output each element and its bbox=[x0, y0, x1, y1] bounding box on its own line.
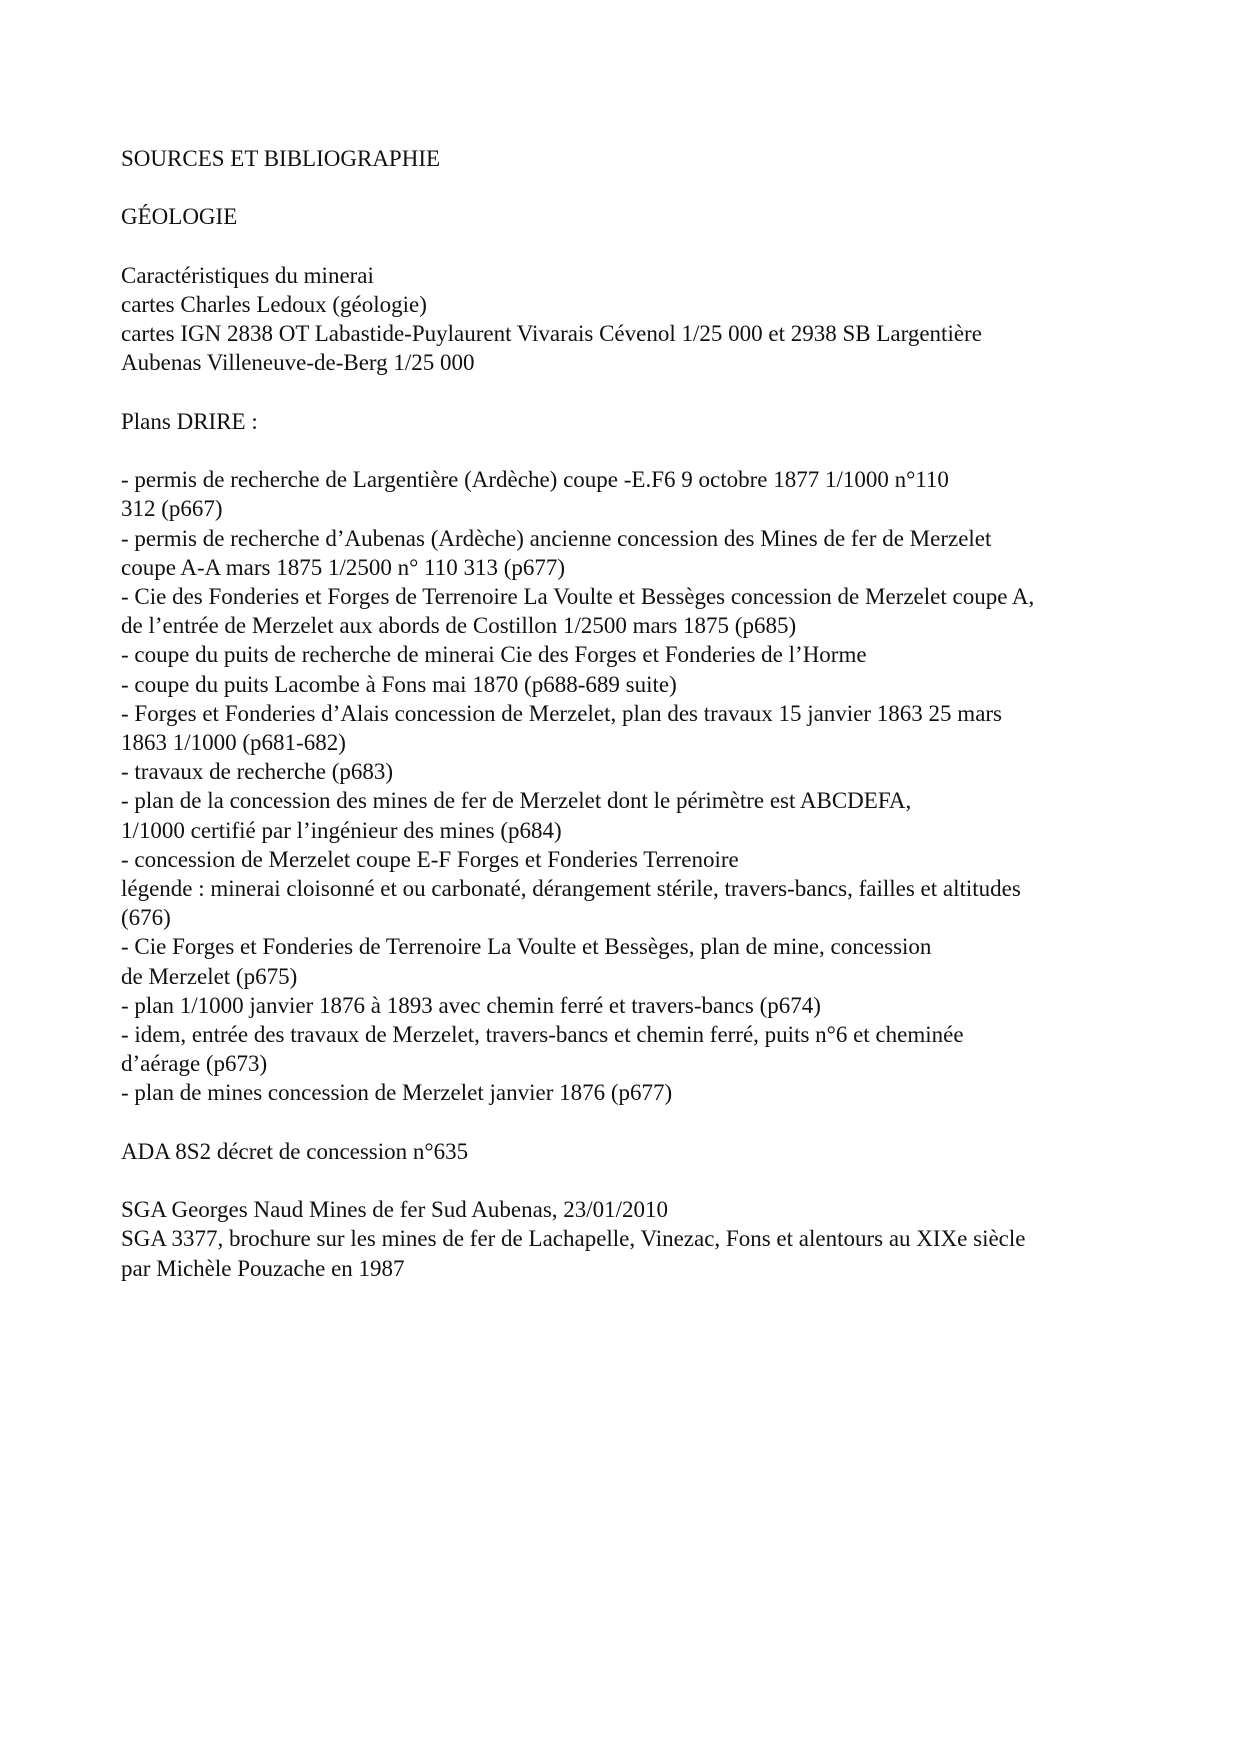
sga-line: SGA 3377, brochure sur les mines de fer de Lachapelle, Vinezac, Fons et alentours au XIXe siècle bbox=[121, 1226, 1026, 1252]
plans-heading: Plans DRIRE : bbox=[121, 408, 258, 434]
plans-line: (676) bbox=[121, 905, 171, 931]
plans-line: de l’entrée de Merzelet aux abords de Costillon 1/2500 mars 1875 (p685) bbox=[121, 613, 797, 639]
document-body bbox=[121, 144, 1161, 1283]
spacer bbox=[121, 436, 1161, 465]
plans-line: - concession de Merzelet coupe E-F Forges et Fonderies Terrenoire bbox=[121, 846, 739, 872]
plans-line: - plan de mines concession de Merzelet janvier 1876 (p677) bbox=[121, 1080, 673, 1106]
spacer bbox=[121, 173, 1161, 202]
plans-line: - plan de la concession des mines de fer de Merzelet dont le périmètre est ABCDEFA, bbox=[121, 788, 912, 814]
spacer bbox=[121, 232, 1161, 261]
plans-line: - travaux de recherche (p683) bbox=[121, 759, 394, 785]
plans-line: - Cie des Fonderies et Forges de Terrenoire La Voulte et Bessèges concession de Merzelet coupe A, bbox=[121, 583, 1035, 609]
characteristics-line: Aubenas Villeneuve-de-Berg 1/25 000 bbox=[121, 350, 475, 376]
plans-line: - permis de recherche d’Aubenas (Ardèche) ancienne concession des Mines de fer de Merzelet bbox=[121, 525, 992, 551]
plans-line: coupe A-A mars 1875 1/2500 n° 110 313 (p677) bbox=[121, 554, 566, 580]
plans-line: - permis de recherche de Largentière (Ardèche) coupe -E.F6 9 octobre 1877 1/1000 n°110 bbox=[121, 467, 949, 493]
characteristics-heading: Caractéristiques du minerai bbox=[121, 262, 374, 288]
ada-reference: ADA 8S2 décret de concession n°635 bbox=[121, 1138, 469, 1164]
sga-line: par Michèle Pouzache en 1987 bbox=[121, 1255, 405, 1281]
plans-line: d’aérage (p673) bbox=[121, 1051, 268, 1077]
spacer bbox=[121, 378, 1161, 407]
characteristics-line: cartes Charles Ledoux (géologie) bbox=[121, 291, 427, 317]
spacer bbox=[121, 1108, 1161, 1137]
plans-line: 1863 1/1000 (p681-682) bbox=[121, 730, 346, 755]
characteristics-line: cartes IGN 2838 OT Labastide-Puylaurent Vivarais Cévenol 1/25 000 et 2938 SB Largentière bbox=[121, 321, 982, 347]
plans-line: - Forges et Fonderies d’Alais concession de Merzelet, plan des travaux 15 janvier 1863 25 mars bbox=[121, 700, 1003, 726]
plans-line: 312 (p667) bbox=[121, 496, 223, 522]
plans-line: - coupe du puits Lacombe à Fons mai 1870 (p688-689 suite) bbox=[121, 671, 677, 697]
document-title: SOURCES ET BIBLIOGRAPHIE bbox=[121, 146, 441, 171]
plans-line: de Merzelet (p675) bbox=[121, 963, 298, 989]
plans-line: - idem, entrée des travaux de Merzelet, travers-bancs et chemin ferré, puits n°6 et cheminée bbox=[121, 1022, 964, 1048]
plans-line: - Cie Forges et Fonderies de Terrenoire La Voulte et Bessèges, plan de mine, concession bbox=[121, 934, 932, 960]
plans-line: 1/1000 certifié par l’ingénieur des mines (p684) bbox=[121, 817, 562, 843]
plans-line: - plan 1/1000 janvier 1876 à 1893 avec chemin ferré et travers-bancs (p674) bbox=[121, 992, 821, 1018]
section-heading-geologie: GÉOLOGIE bbox=[121, 204, 238, 230]
plans-line: - coupe du puits de recherche de minerai Cie des Forges et Fonderies de l’Horme bbox=[121, 642, 867, 668]
plans-line: légende : minerai cloisonné et ou carbonaté, dérangement stérile, travers-bancs, failles et altitudes bbox=[121, 876, 1021, 902]
sga-line: SGA Georges Naud Mines de fer Sud Aubenas, 23/01/2010 bbox=[121, 1197, 669, 1223]
spacer bbox=[121, 1166, 1161, 1195]
